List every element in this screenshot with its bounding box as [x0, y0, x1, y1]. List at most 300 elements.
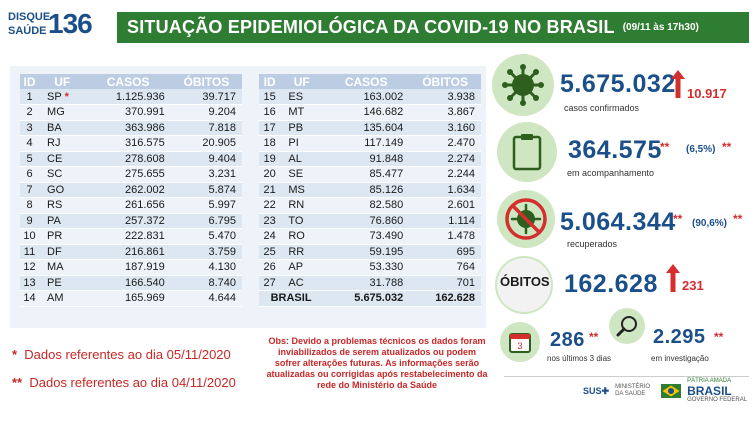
table-row	[20, 105, 242, 121]
cell-obitos	[171, 167, 242, 183]
cell-uf	[280, 167, 323, 183]
table-row	[259, 136, 481, 152]
cell-id	[259, 182, 280, 198]
cell-uf-text: RR	[288, 245, 305, 258]
cell-id	[20, 244, 39, 260]
right-table-body	[259, 89, 481, 291]
cell-obitos-text: 20.905	[202, 137, 236, 150]
virus-icon	[492, 54, 554, 116]
note1-mark: *	[12, 347, 18, 362]
cell-casos	[85, 89, 170, 105]
cell-id	[20, 136, 39, 152]
cell-obitos	[171, 260, 242, 276]
cell-uf-text: ES	[288, 90, 304, 103]
cell-casos-text: 275.655	[125, 168, 165, 181]
cell-obitos	[171, 229, 242, 245]
cell-uf-text: PA	[47, 214, 61, 227]
cell-casos-text: 163.002	[363, 90, 404, 103]
cell-uf	[280, 275, 323, 291]
cell-id	[259, 151, 280, 167]
cell-obitos	[171, 275, 242, 291]
cell-casos	[323, 229, 409, 245]
cell-uf	[280, 151, 323, 167]
cell-id-text: 22	[263, 199, 276, 212]
cell-casos-text: 261.656	[125, 199, 165, 212]
table-row	[259, 151, 481, 167]
table-row	[20, 151, 242, 167]
cell-id-text: 16	[263, 106, 276, 119]
cell-id-text: 2	[26, 106, 33, 119]
cell-uf-text: PE	[47, 276, 62, 289]
states-table-left	[20, 74, 242, 307]
brasil-logo	[687, 378, 747, 404]
calendar-icon	[500, 322, 540, 362]
cell-uf-text: MS	[288, 183, 305, 196]
cell-uf-text: PR	[47, 230, 63, 243]
last3-label: nos últimos 3 dias	[547, 354, 612, 363]
cell-id-text: 1	[26, 90, 33, 103]
cell-casos-text: 82.580	[369, 199, 404, 212]
cell-casos	[85, 182, 170, 198]
cell-id-text: 21	[263, 183, 276, 196]
table-row	[259, 198, 481, 214]
cell-casos-text: 31.788	[369, 276, 404, 289]
cell-obitos-text: 9.204	[208, 106, 236, 119]
cell-uf	[39, 105, 85, 121]
cell-obitos-text: 5.997	[208, 199, 236, 212]
cell-id-text: 8	[26, 199, 33, 212]
cell-id	[259, 229, 280, 245]
cell-obitos-text: 8.740	[208, 276, 236, 289]
states-table-panel	[10, 66, 486, 328]
cell-casos	[323, 120, 409, 136]
cell-id	[259, 120, 280, 136]
cell-uf	[280, 182, 323, 198]
cell-uf-text: AM	[47, 292, 64, 305]
table-row	[20, 229, 242, 245]
cell-id	[20, 120, 39, 136]
cell-casos	[323, 136, 409, 152]
cell-id-text: 10	[23, 230, 36, 243]
states-table-right	[259, 74, 481, 307]
cell-obitos-text: 3.938	[447, 90, 475, 103]
cell-casos	[323, 244, 409, 260]
last3-value: 286	[550, 329, 585, 351]
cell-obitos	[171, 244, 242, 260]
cell-casos	[85, 105, 170, 121]
cell-id-text: 25	[263, 245, 276, 258]
cell-uf	[39, 244, 85, 260]
cell-casos-text: 53.330	[369, 261, 404, 274]
cell-uf-text: MG	[47, 106, 65, 119]
cell-casos	[85, 136, 170, 152]
cell-obitos	[409, 167, 481, 183]
cell-obitos-text: 2.470	[447, 137, 475, 150]
cell-casos-text: 135.604	[363, 121, 404, 134]
cell-uf	[280, 105, 323, 121]
cell-uf-text: RS	[47, 199, 63, 212]
cell-casos-text: 166.540	[125, 276, 165, 289]
cell-obitos-text: 701	[456, 276, 475, 289]
cell-uf-text: DF	[47, 245, 62, 258]
arrow-up-icon	[671, 70, 685, 98]
table-row	[259, 105, 481, 121]
cell-uf-text: SC	[47, 168, 63, 181]
cell-uf-text: SP	[47, 90, 62, 103]
cell-uf	[280, 244, 323, 260]
header-bar	[117, 12, 749, 43]
brazil-flag-icon	[661, 384, 681, 398]
cell-id	[259, 198, 280, 214]
cell-obitos-text: 1.114	[448, 214, 475, 227]
page-title: SITUAÇÃO EPIDEMIOLÓGICA DA COVID-19 NO BRASIL	[127, 17, 615, 37]
cell-obitos	[409, 120, 481, 136]
table-row	[259, 167, 481, 183]
brasil-text: BRASIL	[687, 384, 732, 398]
cell-uf-text: SE	[288, 168, 304, 181]
cell-uf	[39, 198, 85, 214]
cell-casos-text: 146.682	[363, 106, 404, 119]
cell-obitos	[171, 151, 242, 167]
update-date: (09/11 às 17h30)	[622, 22, 699, 33]
cell-id-text: 27	[263, 276, 276, 289]
cell-id	[259, 136, 280, 152]
cell-obitos	[409, 260, 481, 276]
confirmed-label: casos confirmados	[564, 103, 640, 113]
recovered-value: 5.064.344	[560, 208, 676, 236]
sus-logo: SUS✚	[583, 385, 610, 396]
cell-casos	[85, 213, 170, 229]
last3-mark: **	[589, 330, 599, 344]
cell-id-text: 18	[263, 137, 276, 150]
cell-id	[259, 105, 280, 121]
cell-obitos-text: 4.644	[208, 292, 236, 305]
table-row	[259, 182, 481, 198]
cell-obitos-text: 1.634	[447, 183, 475, 196]
cell-id	[20, 167, 39, 183]
cell-obitos	[171, 105, 242, 121]
cell-obitos	[409, 213, 481, 229]
cell-uf-text: BA	[47, 121, 62, 134]
cell-obitos-text: 3.231	[208, 168, 236, 181]
cell-obitos-text: 2.244	[447, 168, 475, 181]
cell-uf	[39, 260, 85, 276]
cell-uf-text: MA	[47, 261, 64, 274]
cell-id-text: 26	[263, 261, 276, 274]
cell-uf	[280, 198, 323, 214]
cell-obitos-text: 3.160	[447, 121, 475, 134]
col-obitos: ÓBITOS	[409, 74, 481, 89]
cell-id	[20, 105, 39, 121]
cell-id	[20, 260, 39, 276]
cell-id-text: 6	[26, 168, 33, 181]
cell-uf	[280, 89, 323, 105]
table-row	[259, 244, 481, 260]
cell-casos-text: 257.372	[125, 214, 165, 227]
cell-casos	[323, 105, 409, 121]
cell-obitos-text: 764	[456, 261, 475, 274]
table-row	[259, 229, 481, 245]
cell-id	[20, 182, 39, 198]
clipboard-icon	[497, 122, 557, 182]
cell-casos-text: 76.860	[369, 214, 404, 227]
cell-casos-text: 85.477	[369, 168, 404, 181]
virus-crossed-icon	[497, 190, 555, 248]
cell-obitos	[409, 244, 481, 260]
monitoring-pct: (6,5%)	[686, 144, 716, 155]
cell-obitos-text: 695	[456, 245, 475, 258]
footnote-star: *	[64, 90, 69, 103]
monitoring-label: em acompanhamento	[567, 168, 655, 178]
cell-id	[259, 89, 280, 105]
governo-text: GOVERNO FEDERAL	[687, 397, 748, 403]
cell-obitos	[171, 136, 242, 152]
cell-uf-text: GO	[47, 183, 65, 196]
cell-casos	[85, 291, 170, 307]
cell-obitos-text: 7.818	[208, 121, 236, 134]
col-uf: UF	[280, 74, 323, 89]
patria-text: PÁTRIA AMADA	[687, 378, 732, 384]
ministerio-saude-logo: MINISTÉRIO DA SAÚDE	[615, 384, 651, 397]
cell-obitos-text: 4.130	[208, 261, 236, 274]
cell-uf	[39, 167, 85, 183]
cell-id	[259, 213, 280, 229]
cell-casos-text: 59.195	[369, 245, 404, 258]
cell-id-text: 5	[26, 152, 33, 165]
cell-casos-text: 117.149	[364, 137, 404, 150]
cell-uf-text: AC	[288, 276, 304, 289]
total-label: BRASIL	[259, 291, 323, 307]
cell-id	[20, 275, 39, 291]
cell-id-text: 4	[26, 137, 33, 150]
cell-casos	[323, 151, 409, 167]
cell-id-text: 3	[26, 121, 33, 134]
cell-id-text: 24	[263, 230, 276, 243]
cell-casos-text: 165.969	[125, 292, 165, 305]
total-row	[259, 291, 481, 307]
table-row	[20, 120, 242, 136]
cell-obitos-text: 39.717	[202, 90, 236, 103]
cell-casos	[85, 244, 170, 260]
cell-obitos-text: 1.478	[447, 230, 475, 243]
cell-id	[259, 167, 280, 183]
cell-casos-text: 187.919	[125, 261, 165, 274]
cell-casos-text: 278.608	[125, 152, 165, 165]
cell-uf-text: RJ	[47, 137, 61, 150]
footer-divider	[504, 376, 749, 377]
cell-id	[20, 229, 39, 245]
cell-casos-text: 1.125.936	[115, 90, 165, 103]
cell-casos	[323, 89, 409, 105]
col-casos: CASOS	[85, 74, 170, 89]
cell-uf-text: PI	[288, 137, 299, 150]
left-table-body	[20, 89, 242, 306]
cell-uf	[39, 229, 85, 245]
table-row	[20, 198, 242, 214]
cell-obitos	[409, 89, 481, 105]
cell-obitos	[409, 229, 481, 245]
cell-id	[20, 291, 39, 307]
table-row	[259, 260, 481, 276]
table-row	[259, 120, 481, 136]
cell-uf-text: TO	[288, 214, 304, 227]
cell-obitos	[171, 198, 242, 214]
cell-casos	[323, 182, 409, 198]
cell-id	[20, 213, 39, 229]
confirmed-new: 10.917	[687, 86, 727, 101]
cell-uf	[39, 89, 85, 105]
cell-id-text: 15	[263, 90, 276, 103]
investigation-value: 2.295	[653, 326, 706, 348]
cell-uf	[39, 291, 85, 307]
monitoring-mark: **	[660, 140, 670, 154]
note2-mark: **	[12, 375, 23, 390]
cell-uf	[39, 182, 85, 198]
cell-casos	[323, 260, 409, 276]
cell-id	[259, 244, 280, 260]
cell-obitos-text: 9.404	[208, 152, 236, 165]
deaths-new: 231	[682, 278, 704, 293]
cell-id-text: 12	[23, 261, 36, 274]
cell-obitos-text: 5.470	[208, 230, 236, 243]
cell-uf	[280, 213, 323, 229]
monitoring-value: 364.575	[568, 136, 662, 164]
cell-uf-text: PB	[288, 121, 304, 134]
table-header-row	[20, 74, 242, 89]
note2-text: Dados referentes ao dia 04/11/2020	[29, 375, 236, 390]
table-row	[259, 275, 481, 291]
col-uf: UF	[39, 74, 85, 89]
cell-id-text: 14	[23, 292, 36, 305]
cell-obitos-text: 5.874	[208, 183, 236, 196]
cell-obitos	[409, 151, 481, 167]
cell-casos	[323, 275, 409, 291]
calendar-number: 3	[517, 341, 523, 351]
cell-casos	[323, 198, 409, 214]
cell-uf	[39, 213, 85, 229]
cell-id-text: 17	[263, 121, 276, 134]
table-row	[20, 260, 242, 276]
col-id: ID	[20, 74, 39, 89]
cell-casos-text: 216.861	[125, 245, 165, 258]
observation-note: Obs: Devido a problemas técnicos os dados foram inviabilizados de serem atualizados ou podem sofrer alterações futuras. As informações serão atualizadas ou corrigidas após restabelecimento da rede do Ministério da Saúde	[266, 336, 488, 390]
cell-uf-text: CE	[47, 152, 63, 165]
cell-id	[20, 89, 39, 105]
cell-uf-text: RO	[288, 230, 305, 243]
cell-obitos-text: 2.274	[447, 152, 475, 165]
recovered-pct: (90,6%)	[692, 218, 728, 229]
table-row	[20, 244, 242, 260]
cell-casos-text: 370.991	[125, 106, 165, 119]
total-obitos: 162.628	[409, 291, 481, 307]
table-row	[20, 167, 242, 183]
cell-uf-text: RN	[288, 199, 305, 212]
cell-casos-text: 85.126	[369, 183, 404, 196]
total-casos: 5.675.032	[323, 291, 409, 307]
sus-text: SUS	[583, 385, 602, 396]
table-row	[20, 89, 242, 105]
cell-casos	[323, 213, 409, 229]
cell-id	[20, 151, 39, 167]
table-row	[20, 213, 242, 229]
table-row	[20, 291, 242, 307]
cell-id	[20, 198, 39, 214]
cell-id-text: 11	[23, 245, 36, 258]
cell-uf	[280, 120, 323, 136]
cell-obitos	[171, 291, 242, 307]
cell-uf	[39, 120, 85, 136]
cell-id	[259, 260, 280, 276]
col-obitos: ÓBITOS	[171, 74, 242, 89]
recovered-label: recuperados	[567, 239, 618, 249]
cell-obitos-text: 2.601	[447, 199, 475, 212]
logo-saude: SAÚDE	[8, 25, 47, 37]
col-casos: CASOS	[323, 74, 409, 89]
cell-uf-text: AL	[288, 152, 302, 165]
cell-obitos	[171, 182, 242, 198]
cell-casos-text: 262.002	[125, 183, 165, 196]
cell-obitos	[171, 213, 242, 229]
footer-logos	[583, 378, 751, 404]
cell-uf	[39, 136, 85, 152]
note1-text: Dados referentes ao dia 05/11/2020	[24, 347, 231, 362]
investigation-mark: **	[714, 330, 724, 344]
cell-obitos	[409, 198, 481, 214]
cell-casos	[323, 167, 409, 183]
recovered-pct-mark: **	[733, 212, 743, 226]
confirmed-value: 5.675.032	[560, 70, 676, 98]
cell-casos	[85, 275, 170, 291]
cell-id-text: 20	[263, 168, 276, 181]
col-id: ID	[259, 74, 280, 89]
monitoring-pct-mark: **	[722, 140, 732, 154]
cell-obitos-text: 3.759	[208, 245, 236, 258]
cell-casos-text: 91.848	[369, 152, 404, 165]
cell-obitos	[409, 275, 481, 291]
cell-casos-text: 316.575	[125, 137, 165, 150]
cell-casos	[85, 167, 170, 183]
cell-casos	[85, 151, 170, 167]
table-row	[20, 136, 242, 152]
cell-uf	[280, 229, 323, 245]
cell-uf-text: MT	[288, 106, 305, 119]
cell-uf-text: AP	[288, 261, 304, 274]
magnifier-icon	[609, 308, 645, 344]
cell-obitos-text: 6.795	[208, 214, 236, 227]
cell-obitos	[409, 136, 481, 152]
note-star	[12, 347, 231, 362]
cell-id-text: 23	[263, 214, 276, 227]
cell-id-text: 7	[26, 183, 33, 196]
cell-uf	[280, 260, 323, 276]
logo-disque: DISQUE	[8, 11, 51, 23]
cell-casos	[85, 120, 170, 136]
cell-id-text: 19	[263, 152, 276, 165]
cell-id-text: 9	[26, 214, 33, 227]
cell-casos-text: 363.986	[125, 121, 165, 134]
cell-casos-text: 222.831	[125, 230, 165, 243]
arrow-up-icon	[666, 264, 680, 292]
cell-casos	[85, 229, 170, 245]
cell-uf	[280, 136, 323, 152]
deaths-value: 162.628	[564, 270, 658, 298]
cell-casos	[85, 260, 170, 276]
logo-number: 136	[48, 8, 92, 39]
cell-obitos-text: 3.867	[447, 106, 475, 119]
table-header-row	[259, 74, 481, 89]
cell-obitos	[171, 120, 242, 136]
table-row	[259, 213, 481, 229]
